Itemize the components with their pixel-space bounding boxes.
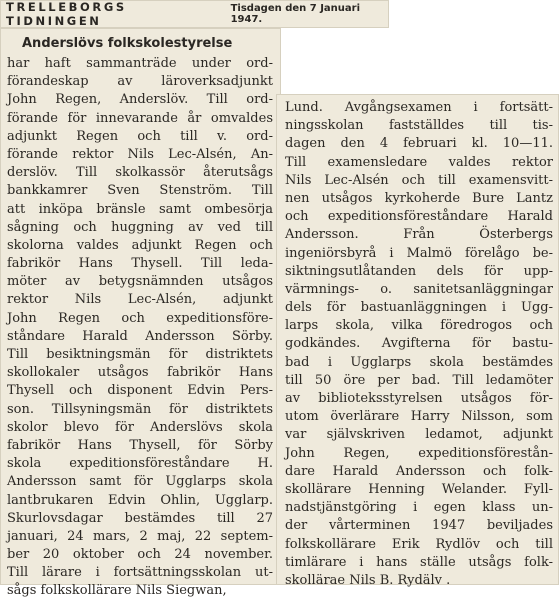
text-line: möter av betygsnämnden utsågos bbox=[7, 274, 273, 290]
text-line: att inköpa bränsle samt ombesörja bbox=[7, 201, 273, 217]
text-line: folkskollärare Erik Rydlöv och till bbox=[285, 536, 553, 552]
text-line: godkändes. Avgifterna för bastu- bbox=[285, 336, 553, 352]
text-line: förande för innevarande år omvaldes bbox=[7, 110, 273, 126]
text-line: timlärare i hans ställe utsågs folk- bbox=[285, 554, 553, 570]
text-line: nadstjänstgöring i egen klass un- bbox=[285, 500, 553, 516]
text-line: derslöv. Till skolkassör återutsågs bbox=[7, 165, 273, 181]
text-line: ningsskolan fastställdes till tis- bbox=[285, 118, 553, 134]
text-line: skolor blevo för Anderslövs skola bbox=[7, 419, 273, 435]
text-line: skollärare Henning Welander. Fyll- bbox=[285, 481, 553, 497]
text-line: John Regen, Anderslöv. Till ord- bbox=[7, 92, 273, 108]
article-headline: Anderslövs folkskolestyrelse bbox=[22, 36, 233, 51]
text-line: larps skola, vilka föredrogos och bbox=[285, 318, 553, 334]
text-line: var självskriven ledamot, adjunkt bbox=[285, 427, 553, 443]
text-line: ingeniörsbyrå i Malmö förelågo be- bbox=[285, 245, 553, 261]
text-line: nen utsågos kyrkoherde Bure Lantz bbox=[285, 190, 553, 206]
text-line: bankkamrer Sven Stenström. Till bbox=[7, 183, 273, 199]
text-line: Skurlovsdagar bestämdes till 27 bbox=[7, 510, 273, 526]
text-line: värmnings- o. sanitetsanläggningar bbox=[285, 281, 553, 297]
text-line: lantbrukaren Edvin Ohlin, Ugglarp. bbox=[7, 492, 273, 508]
text-line: skolorna valdes adjunkt Regen och bbox=[7, 237, 273, 253]
text-line: fabrikör Hans Thysell. Till leda- bbox=[7, 256, 273, 272]
text-line: John Regen, expeditionsförestån- bbox=[285, 445, 553, 461]
text-line: dagen den 4 februari kl. 10—11. bbox=[285, 136, 553, 152]
issue-date: Tisdagen den 7 Januari 1947. bbox=[230, 3, 361, 25]
left-column-text bbox=[7, 55, 273, 601]
text-line: dels för bastuanläggningen i Ugg- bbox=[285, 300, 553, 316]
text-line: Lund. Avgångsexamen i fortsätt- bbox=[285, 100, 553, 115]
text-line: ståndare Harald Andersson Sörby. bbox=[7, 328, 273, 344]
text-line: Till besiktningsmän för distriktets bbox=[7, 347, 273, 362]
text-line: Till lärare i fortsättningsskolan ut- bbox=[7, 565, 273, 581]
text-line: Andersson. Från Österbergs bbox=[285, 227, 553, 243]
text-line: förandeskap av läroverksadjunkt bbox=[7, 74, 273, 90]
text-line: till 50 öre per bad. Till ledamöter bbox=[285, 372, 553, 388]
text-line: Andersson samt för Ugglarps skola bbox=[7, 474, 273, 490]
text-line: har haft sammanträde under ord- bbox=[7, 56, 273, 71]
text-line: skollärae Nils B. Rydälv . bbox=[285, 572, 451, 588]
text-line: januari, 24 mars, 2 maj, 22 septem- bbox=[7, 528, 273, 544]
masthead bbox=[0, 0, 389, 28]
text-line: skollokaler utsågos fabrikör Hans bbox=[7, 365, 273, 381]
text-line: förande rektor Nils Lec-Alsén, An- bbox=[7, 146, 273, 162]
text-line: ber 20 oktober och 24 november. bbox=[7, 547, 273, 563]
text-line: John Regen och expeditionsföre- bbox=[7, 310, 273, 326]
text-line: skola expeditionsföreståndare H. bbox=[7, 456, 273, 472]
text-line: Till examensledare valdes rektor bbox=[285, 154, 553, 170]
text-line: son. Tillsyningsmän för distriktets bbox=[7, 401, 273, 417]
text-line: bad i Ugglarps skola bestämdes bbox=[285, 354, 553, 370]
text-line: och expeditionsföreståndare Harald bbox=[285, 209, 553, 225]
text-line: Nils Lec-Alsén och till examensvitt- bbox=[285, 172, 553, 188]
text-line: rektor Nils Lec-Alsén, adjunkt bbox=[7, 292, 273, 308]
text-line: dare Harald Andersson och folk- bbox=[285, 463, 553, 479]
text-line: sågning och huggning av ved till bbox=[7, 219, 273, 235]
text-line: av biblioteksstyrelsen utsågos för- bbox=[285, 391, 553, 406]
text-line: adjunkt Regen och till v. ord- bbox=[7, 128, 273, 144]
text-line: der vårterminen 1947 beviljades bbox=[285, 518, 553, 534]
text-line: Thysell och disponent Edvin Pers- bbox=[7, 383, 273, 399]
text-line: sågs folkskollärare Nils Siegwan, bbox=[7, 583, 227, 599]
text-line: fabrikör Hans Thysell, för Sörby bbox=[7, 437, 273, 453]
newspaper-name: TRELLEBORGS TIDNINGEN bbox=[6, 0, 127, 28]
right-column-text bbox=[285, 99, 553, 590]
text-line: utom överlärare Harry Nilsson, som bbox=[285, 409, 553, 425]
text-line: siktningsutlåtanden dels för upp- bbox=[285, 263, 553, 279]
